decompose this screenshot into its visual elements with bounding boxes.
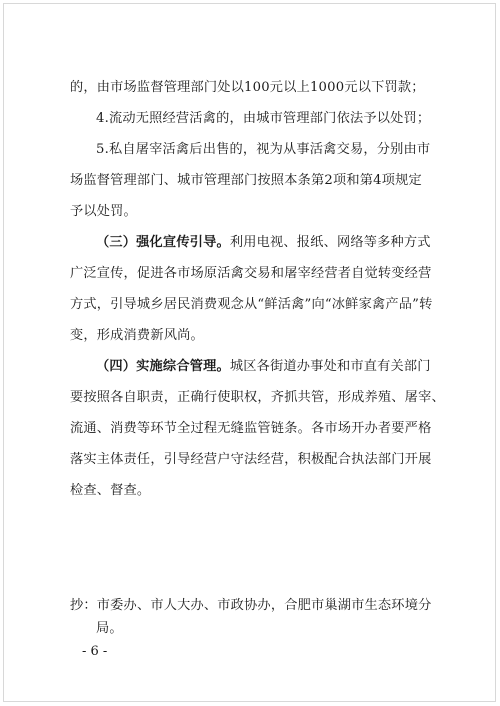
section-4-line-1: 城区各街道办事处和市直有关部门	[229, 359, 431, 374]
item-5-line-2: 场监督管理部门、城市管理部门按照本条第2项和第4项规定	[70, 173, 422, 188]
page-number: - 6 -	[82, 644, 108, 659]
item-3-continuation: 的，由市场监督管理部门处以100元以上1000元以下罚款；	[70, 80, 425, 95]
section-4-line-4: 落实主体责任，引导经营户守法经营，积极配合执法部门开展	[70, 452, 432, 467]
section-4-line-5: 检查、督查。	[70, 483, 151, 498]
section-3-heading: （三）强化宣传引导。	[96, 235, 230, 250]
section-3-line-1: 利用电视、报纸、网络等多种方式	[229, 235, 431, 250]
section-4-heading: （四）实施综合管理。	[96, 359, 230, 374]
item-5-line-1: 5.私自屠宰活禽后出售的，视为从事活禽交易，分别由市	[96, 142, 431, 157]
section-4-line-3: 流通、消费等环节全过程无缝监管链条。各市场开办者要严格	[70, 421, 432, 436]
section-3-line-3: 方式，引导城乡居民消费观念从“鲜活禽”向“冰鲜家禽产品”转	[70, 297, 433, 312]
item-5-line-3: 予以处罚。	[70, 204, 137, 219]
section-4-line-2: 要按照各自职责，正确行使职权，齐抓共管，形成养殖、屠宰、	[70, 390, 445, 405]
section-3-first-line	[96, 235, 431, 251]
cc-line-2: 局。	[96, 621, 123, 636]
section-3-line-2: 广泛宣传，促进各市场原活禽交易和屠宰经营者自觉转变经营	[70, 266, 432, 281]
item-4-line: 4.流动无照经营活禽的，由城市管理部门依法予以处罚；	[96, 111, 431, 126]
section-4-first-line	[96, 359, 431, 375]
cc-first-line	[70, 598, 431, 614]
cc-label: 抄：	[70, 598, 97, 613]
cc-line-1: 市委办、市人大办、市政协办，合肥市巢湖市生态环境分	[96, 598, 432, 613]
section-3-line-4: 变，形成消费新风尚。	[70, 328, 204, 343]
